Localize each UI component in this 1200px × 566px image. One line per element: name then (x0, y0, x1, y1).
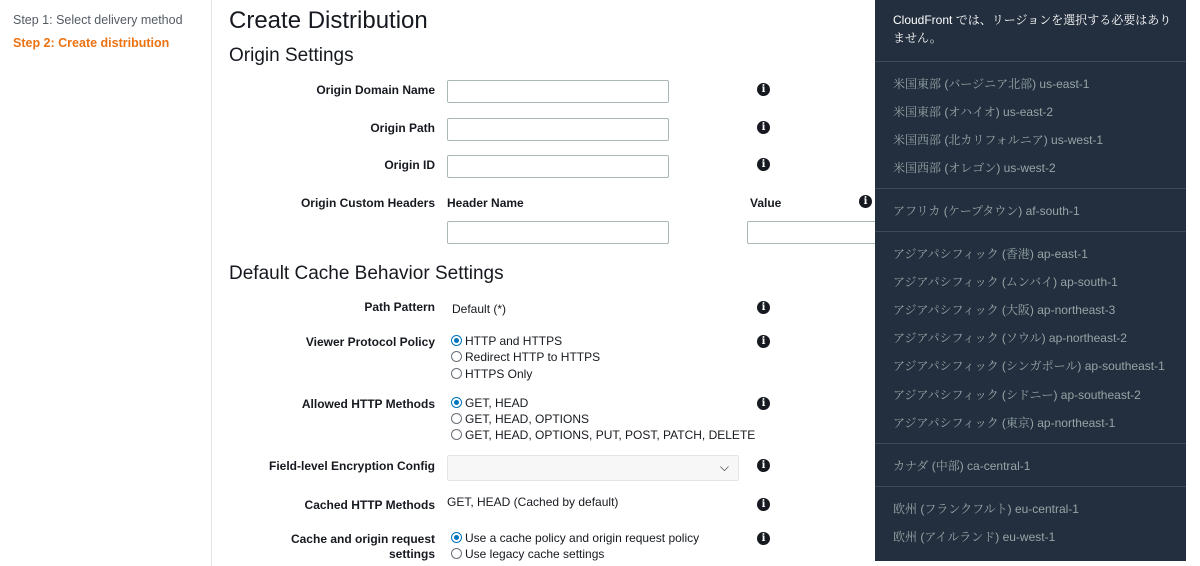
region-item[interactable]: カナダ (中部) ca-central-1 (893, 459, 1031, 473)
origin-path-label: Origin Path (370, 121, 435, 135)
chevron-down-icon: ⌵ (719, 460, 729, 474)
path-pattern-value: Default (*) (452, 302, 507, 316)
path-pattern-label: Path Pattern (364, 300, 435, 314)
radio-get-head[interactable] (451, 395, 528, 411)
info-icon[interactable]: i (757, 83, 770, 96)
region-item[interactable]: アジアパシフィック (大阪) ap-northeast-3 (893, 303, 1116, 317)
radio-label: HTTPS Only (465, 367, 533, 381)
region-item[interactable]: アジアパシフィック (ムンバイ) ap-south-1 (893, 275, 1118, 289)
radio-label: Redirect HTTP to HTTPS (465, 350, 601, 364)
label-line-1: Cache and origin request (290, 532, 435, 546)
radio-redirect-https[interactable] (451, 349, 600, 365)
info-icon[interactable]: i (757, 121, 770, 134)
radio-unselected[interactable] (451, 351, 462, 362)
divider (875, 231, 1186, 232)
cached-methods-label: Cached HTTP Methods (304, 498, 435, 512)
region-item[interactable]: アジアパシフィック (香港) ap-east-1 (893, 247, 1088, 261)
radio-label: Use legacy cache settings (465, 547, 605, 561)
radio-unselected[interactable] (451, 548, 462, 559)
radio-selected[interactable] (451, 532, 462, 543)
radio-http-https[interactable] (451, 333, 562, 349)
region-item[interactable]: 欧州 (フランクフルト) eu-central-1 (893, 502, 1079, 516)
info-icon[interactable]: i (757, 498, 770, 511)
page-title: Create Distribution (229, 7, 428, 34)
radio-legacy-cache[interactable] (451, 546, 604, 562)
radio-unselected[interactable] (451, 429, 462, 440)
radio-get-head-options[interactable] (451, 411, 589, 427)
region-item[interactable]: アジアパシフィック (シドニー) ap-southeast-2 (893, 388, 1141, 402)
label-line-2: settings (388, 547, 435, 561)
region-item[interactable]: 米国東部 (オハイオ) us-east-2 (893, 105, 1054, 119)
info-icon[interactable]: i (859, 195, 872, 208)
dropdown-header: CloudFront では、リージョンを選択する必要はありません。 (893, 13, 1172, 45)
fle-config-select[interactable] (447, 455, 739, 481)
viewer-protocol-label: Viewer Protocol Policy (305, 335, 435, 349)
default-cache-heading: Default Cache Behavior Settings (229, 263, 504, 284)
radio-label: Use a cache policy and origin request policy (465, 531, 700, 545)
origin-domain-label: Origin Domain Name (316, 83, 435, 97)
region-item[interactable]: アフリカ (ケープタウン) af-south-1 (893, 204, 1080, 218)
cache-origin-settings-label (291, 532, 435, 562)
origin-id-input[interactable] (447, 155, 669, 178)
radio-selected[interactable] (451, 335, 462, 346)
origin-path-input[interactable] (447, 118, 669, 141)
radio-cache-policy[interactable] (451, 530, 699, 546)
origin-domain-input[interactable] (447, 80, 669, 103)
radio-unselected[interactable] (451, 413, 462, 424)
region-item[interactable]: アジアパシフィック (東京) ap-northeast-1 (893, 416, 1116, 430)
region-item[interactable]: 米国西部 (オレゴン) us-west-2 (893, 161, 1056, 175)
divider (875, 486, 1186, 487)
radio-selected[interactable] (451, 397, 462, 408)
info-icon[interactable]: i (757, 158, 770, 171)
region-item[interactable]: アジアパシフィック (ソウル) ap-northeast-2 (893, 331, 1127, 345)
radio-all-methods[interactable] (451, 427, 755, 443)
radio-https-only[interactable] (451, 366, 532, 382)
value-column: Value (750, 196, 782, 210)
radio-label: HTTP and HTTPS (465, 334, 563, 348)
info-icon[interactable]: i (757, 532, 770, 545)
radio-label: GET, HEAD, OPTIONS (465, 412, 590, 426)
divider (875, 188, 1186, 189)
wizard-steps-sidebar (0, 0, 212, 566)
header-name-column: Header Name (447, 196, 524, 210)
divider (875, 61, 1186, 62)
info-icon[interactable]: i (757, 301, 770, 314)
allowed-methods-label: Allowed HTTP Methods (301, 397, 435, 411)
radio-label: GET, HEAD (465, 396, 529, 410)
cached-methods-value: GET, HEAD (Cached by default) (447, 495, 619, 509)
region-item[interactable]: アジアパシフィック (シンガポール) ap-southeast-1 (893, 359, 1165, 373)
fle-config-label: Field-level Encryption Config (268, 459, 435, 473)
info-icon[interactable]: i (757, 397, 770, 410)
region-item[interactable]: 米国西部 (北カリフォルニア) us-west-1 (893, 133, 1104, 147)
radio-unselected[interactable] (451, 368, 462, 379)
region-item[interactable]: 欧州 (アイルランド) eu-west-1 (893, 530, 1056, 544)
header-value-input[interactable] (747, 221, 887, 244)
divider (875, 443, 1186, 444)
origin-id-label: Origin ID (384, 158, 435, 172)
step-1-link[interactable]: Step 1: Select delivery method (13, 13, 183, 27)
region-dropdown-menu (875, 0, 1186, 561)
header-name-input[interactable] (447, 221, 669, 244)
origin-settings-heading: Origin Settings (229, 45, 354, 66)
info-icon[interactable]: i (757, 335, 770, 348)
radio-label: GET, HEAD, OPTIONS, PUT, POST, PATCH, DELETE (465, 428, 756, 442)
step-2-current: Step 2: Create distribution (13, 36, 170, 50)
region-item[interactable]: 米国東部 (バージニア北部) us-east-1 (893, 77, 1090, 91)
origin-custom-headers-label: Origin Custom Headers (300, 196, 435, 210)
info-icon[interactable]: i (757, 459, 770, 472)
